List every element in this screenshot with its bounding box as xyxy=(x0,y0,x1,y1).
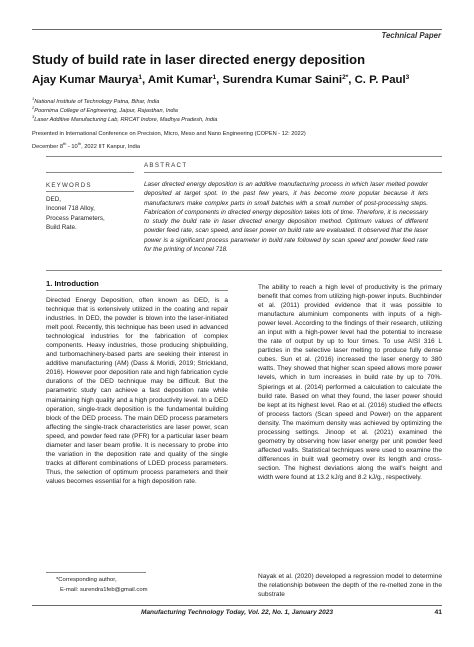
author-name: Surendra Kumar Saini xyxy=(222,74,343,86)
ordinal-suffix: th xyxy=(62,141,67,146)
author-name: Amit Kumar xyxy=(147,74,213,86)
date-location: , 2022 IIT Kanpur, India xyxy=(81,144,141,150)
keywords-top-rule xyxy=(46,172,134,173)
ordinal-suffix: th xyxy=(77,141,82,146)
abstract-top-rule xyxy=(46,156,442,157)
section-heading: 1. Introduction xyxy=(46,279,99,288)
date-end: - 10 xyxy=(66,144,78,150)
keyword: Build Rate. xyxy=(46,224,77,232)
paper-title: Study of build rate in laser directed energy deposition xyxy=(32,52,366,67)
affiliation-text: Laser Additive Manufacturing Lab, RRCAT Indore, Madhya Pradesh, India xyxy=(34,117,218,123)
affiliation xyxy=(32,114,442,123)
date-start: December 8 xyxy=(32,144,63,150)
header-rule xyxy=(32,29,442,30)
footnote-rule xyxy=(46,572,146,573)
author-name: C. P. Paul xyxy=(354,74,406,86)
presented-note xyxy=(32,130,442,152)
author-affiliation-mark: 3 xyxy=(405,74,410,81)
affiliation-mark: 2 xyxy=(32,105,35,110)
abstract-heading-rule xyxy=(144,172,442,173)
keyword: Process Parameters, xyxy=(46,214,105,222)
presented-conference: Presented in International Conference on Precision, Micro, Meso and Nano Engineering (COPEN - 12: 2022) xyxy=(32,131,306,137)
author-name: Ajay Kumar Maurya xyxy=(32,74,139,86)
abstract-body: Laser directed energy deposition is an additive manufacturing process in which laser melted powder deposited at target spot. In the past few years, it has become more popular because it lets manufacturers make complex parts in small batches with a small number of post-processing steps. Fabrication of components in directed energy deposition takes lots of time. Therefore, it is necessary to study the build rate in laser directed energy deposition method. Optimum values of different powder feed rate, scan speed, and laser power on build rate are evaluated. It observed that the laser power is a significant process parameter in build rate followed by scan speed and powder feed rate for the printing of Inconel 718. xyxy=(144,181,428,254)
author-affiliation-mark: 2* xyxy=(342,74,349,81)
author-list: Ajay Kumar Maurya$^1$, Amit Kumar$^1$, Surendra Kumar Saini$^{2*}$, C. P. Paul$^3$ xyxy=(32,74,410,86)
intro-right-paragraph: Nayak et al. (2020) developed a regression model to determine the relationship between the depth of the re-melted zone in the substrate xyxy=(258,573,442,599)
intro-right-paragraph: The ability to reach a high level of productivity is the primary benefit that comes from utilizing high-power inputs. Buchbinder et al. (2011) provided evidence that it was possible to manufacture aluminium components with inputs of a high-power level. According to the findings of their research, utilizing an input with a high-power level had the potential to increase the rate of output by up to four times. To use AISI 316 L particles in the selective laser melting to produce fully dense cubes. Sun et al. (2016) increased the laser energy to 380 watts. They showed that higher scan speed allows more power levels, which in turn increases in build rate by up to 70%. Spierings et al. (2014) performed a calculation to calculate the build rate. Based on what they found, the laser power should be kept at its highest level. Rao et al. (2016) studied the effects of process factors (Scan speed and Power) on the apparent density. The maximum density was achieved by optimizing the processing settings. Jinoop et al. (2021) examined the geometry by observing how laser energy per unit powder feed affected walls. Statistical techniques were used to examine the differences in built wall geometry over its length and cross-section. The highest deviations along the wall's height and width were found at 13.2 kJ/g and 8.2 kJ/g., respectively. xyxy=(258,284,442,481)
section-heading-rule xyxy=(46,290,228,291)
footer-rule xyxy=(32,605,442,606)
footnote-email: E-mail: surendra1feb@gmail.com xyxy=(60,587,148,593)
affiliation-text: Poornima College of Engineering, Jaipur, Rajasthan, India xyxy=(34,108,178,114)
footnote-corresponding: *Corresponding author, xyxy=(56,577,117,583)
page-number: 41 xyxy=(434,609,442,616)
keyword: Inconel 718 Alloy, xyxy=(46,205,95,213)
keywords-list xyxy=(46,195,136,233)
keywords-heading-rule xyxy=(46,191,134,192)
abstract-heading: ABSTRACT xyxy=(144,162,188,169)
abstract-bottom-rule xyxy=(46,270,442,271)
author-affiliation-mark: 1 xyxy=(138,74,142,81)
affiliation-mark: 1 xyxy=(32,96,35,101)
author-affiliation-mark: 1 xyxy=(212,74,217,81)
affiliation-text: National Institute of Technology Patna, Bihar, India xyxy=(34,99,160,105)
affiliation xyxy=(32,96,442,105)
affiliation xyxy=(32,105,442,114)
keywords-heading: KEYWORDS xyxy=(46,182,92,189)
intro-left-column: Directed Energy Deposition, often known as DED, is a technique that is extensively utilized in the coating and repair industries. In DED, the powder is blown into the laser-initiated melt pool. Recently, this technique has been used in advanced technological industries for the fabrication of complex components. Heavy industries, those producing shipbuilding, and turbomachinery-based parts are seeking their interest in additive manufacturing (AM) (Dass & Moridi, 2019; Strickland, 2016). However poor deposition rate and high fabrication cycle durations of the DED technique may be difficult. But the parametric study can achieve a fast deposition rate while maintaining high quality and a high productivity level. In a DED operation, single-track deposition is the fundamental building block of the DED process. The main DED process parameters affecting the single-track characteristics are laser power, scan speed, and powder feed rate (PFR) for a particular laser beam diameter and laser beam profile. It is necessary to probe into the variation in the deposition rate and quality of the single tracks at different combinations of LDED process parameters. Thus, the selection of optimum process parameters and their values becomes essential for a high deposition rate. xyxy=(46,297,228,485)
footer-journal-citation: Manufacturing Technology Today, Vol. 22, No. 1, January 2023 xyxy=(141,609,333,616)
presented-date xyxy=(32,139,442,152)
keyword: DED, xyxy=(46,196,62,203)
affiliation-mark: 3 xyxy=(32,114,35,119)
paper-type-label: Technical Paper xyxy=(381,31,441,40)
